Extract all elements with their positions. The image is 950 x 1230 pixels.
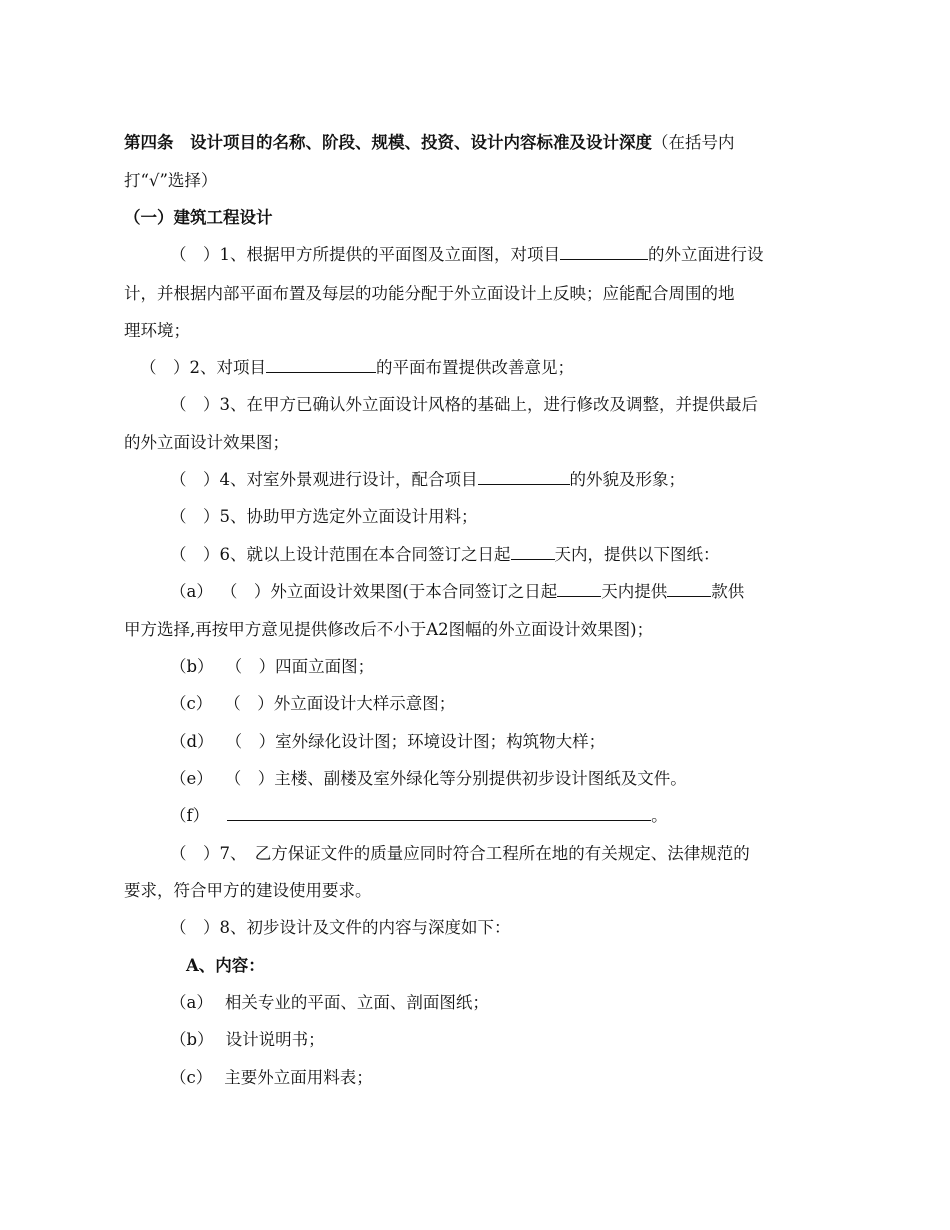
item-2-blank[interactable]: [266, 358, 376, 373]
sub-item-d-text: （ ）室外绿化设计图；环境设计图；构筑物大样；: [225, 732, 606, 751]
sub-item-f-end: 。: [651, 806, 668, 825]
sub-item-a-blank-count[interactable]: [667, 582, 711, 597]
sub-item-e-text: （ ）主楼、副楼及室外绿化等分别提供初步设计图纸及文件。: [224, 769, 687, 788]
item-4-blank[interactable]: [478, 470, 570, 485]
item-7-line1: （ ）7、 乙方保证文件的质量应同时符合工程所在地的有关规定、法律规范的: [170, 844, 750, 863]
item-3-line1: （ ）3、在甲方已确认外立面设计风格的基础上，进行修改及调整，并提供最后: [170, 395, 758, 414]
sub-item-e: [170, 769, 687, 789]
item-3-line2: 的外立面设计效果图；: [124, 433, 289, 452]
item-2: [140, 358, 574, 378]
item-6-blank-days[interactable]: [511, 545, 555, 560]
content-item-c-text: 主要外立面用料表；: [224, 1068, 373, 1087]
sub-item-a-text-a: （ ）外立面设计效果图(于本合同签订之日起: [220, 582, 558, 601]
sub-item-d-label: （d）: [170, 732, 214, 751]
content-item-c-label: （c）: [170, 1068, 213, 1087]
article-heading-bold: 第四条 设计项目的名称、阶段、规模、投资、设计内容标准及设计深度: [124, 133, 652, 152]
item-4-text-b: 的外貌及形象；: [569, 470, 685, 489]
item-4: [170, 470, 685, 490]
content-item-a-label: （a）: [170, 993, 213, 1012]
sub-item-d: [170, 732, 605, 752]
item-5: （ ）5、协助甲方选定外立面设计用料；: [170, 507, 478, 526]
sub-item-f-blank[interactable]: [227, 806, 651, 821]
content-item-c: [170, 1068, 373, 1088]
sub-item-a-label: （a）: [170, 582, 213, 601]
sub-item-a-text-c: 款供: [711, 582, 745, 601]
sub-item-c: [170, 694, 455, 714]
sub-item-e-label: （e）: [170, 769, 213, 788]
item-1-line2: 计，并根据内部平面布置及每层的功能分配于外立面设计上反映；应能配合周围的地: [124, 284, 735, 303]
article-heading-line2: 打“√”选择）: [124, 171, 218, 190]
content-item-b: [170, 1030, 325, 1050]
sub-item-c-label: （c）: [170, 694, 213, 713]
item-6: [170, 545, 720, 565]
sub-item-c-text: （ ）外立面设计大样示意图；: [224, 694, 456, 713]
content-title: A、内容：: [186, 956, 265, 975]
content-item-b-text: 设计说明书；: [225, 1030, 325, 1049]
item-1-text-b: 的外立面进行设: [648, 245, 764, 264]
content-item-a-text: 相关专业的平面、立面、剖面图纸；: [224, 993, 489, 1012]
content-item-b-label: （b）: [170, 1030, 214, 1049]
sub-item-a-blank-days[interactable]: [557, 582, 601, 597]
item-7-line2: 要求，符合甲方的建设使用要求。: [124, 881, 372, 900]
item-1-text-a: （ ）1、根据甲方所提供的平面图及立面图，对项目: [170, 245, 560, 264]
sub-item-f: [170, 806, 668, 826]
sub-item-b: [170, 657, 374, 677]
item-1-blank[interactable]: [560, 245, 648, 260]
article-heading-note: （在括号内: [652, 133, 735, 152]
sub-item-b-label: （b）: [170, 657, 214, 676]
item-2-text-b: 的平面布置提供改善意见；: [376, 358, 574, 377]
sub-item-b-text: （ ）四面立面图；: [225, 657, 375, 676]
item-4-text-a: （ ）4、对室外景观进行设计，配合项目: [170, 470, 478, 489]
sub-item-a-line1: [170, 582, 744, 602]
item-1-line3: 理环境；: [124, 321, 190, 340]
item-2-text-a: （ ）2、对项目: [140, 358, 266, 377]
article-heading: [124, 133, 826, 153]
item-6-text-a: （ ）6、就以上设计范围在本合同签订之日起: [170, 545, 511, 564]
item-1-line1: [170, 245, 764, 265]
item-6-text-b: 天内，提供以下图纸：: [554, 545, 720, 564]
content-item-a: [170, 993, 489, 1013]
item-8: （ ）8、初步设计及文件的内容与深度如下：: [170, 918, 511, 937]
sub-item-a-line2: 甲方选择,再按甲方意见提供修改后不小于A2图幅的外立面设计效果图)；: [124, 620, 654, 639]
section-title: （一）建筑工程设计: [124, 208, 273, 227]
sub-item-a-text-b: 天内提供: [601, 582, 668, 601]
sub-item-f-label: （f）: [170, 806, 210, 825]
